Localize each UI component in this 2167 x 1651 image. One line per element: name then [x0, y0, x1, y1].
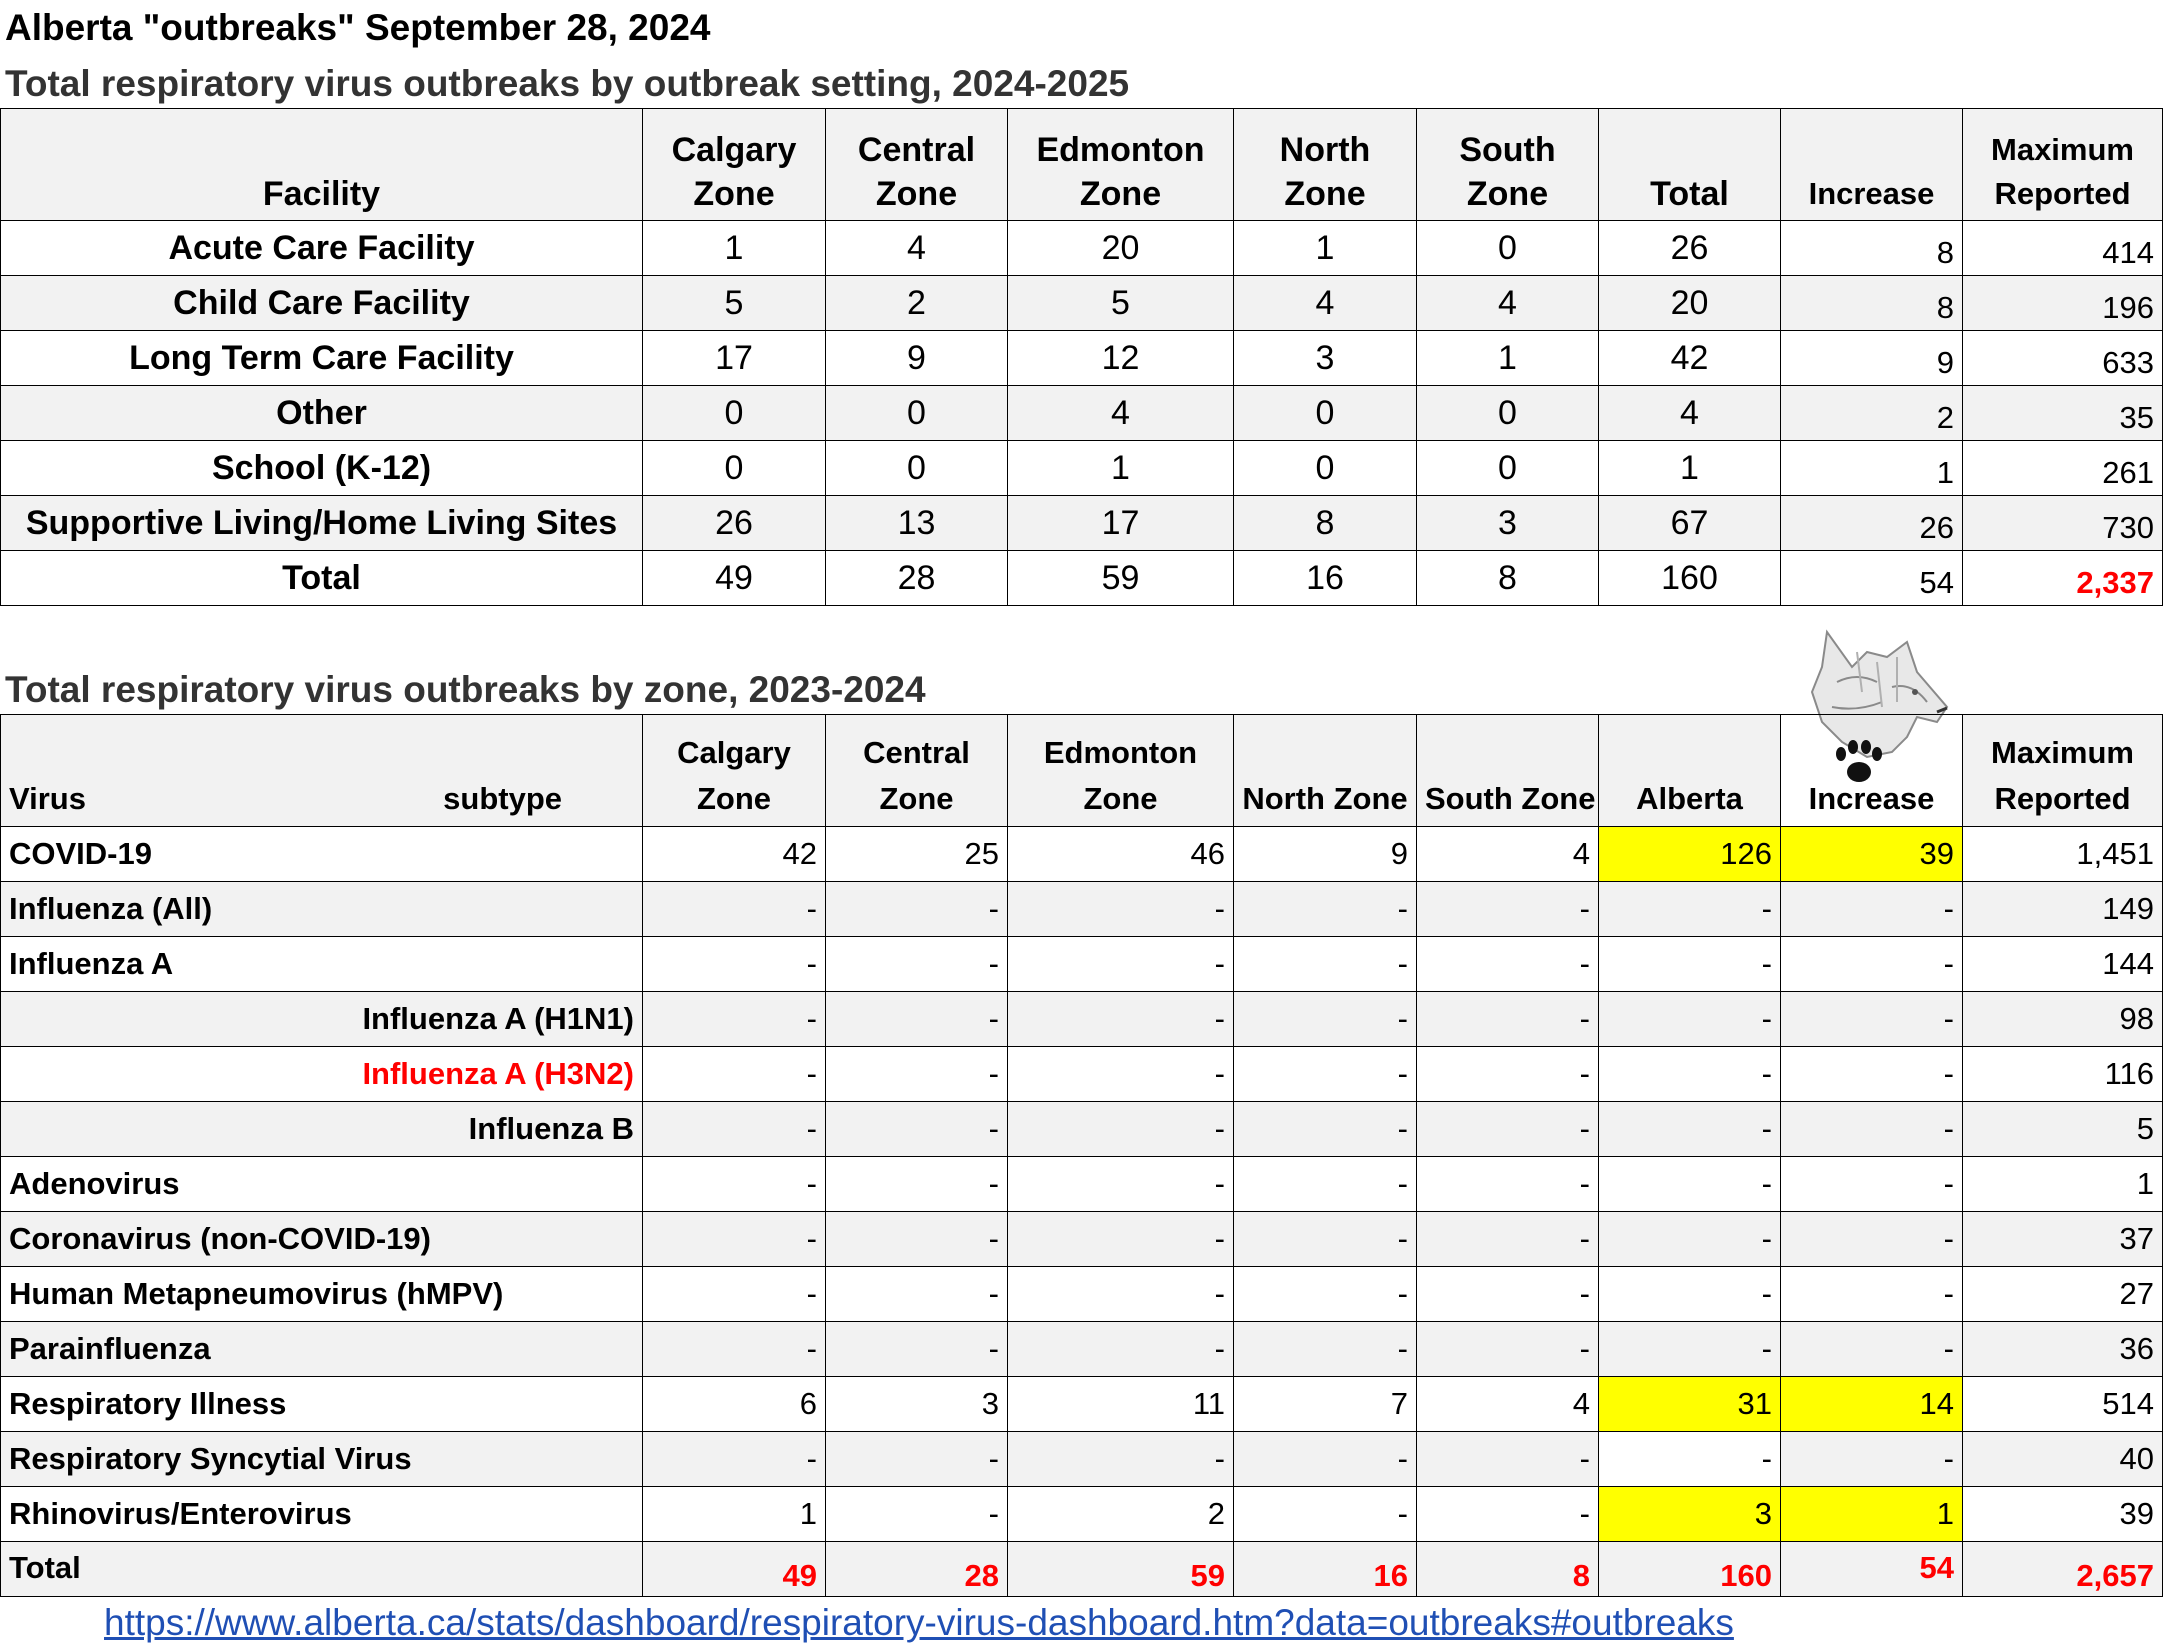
table-cell: - — [1599, 1157, 1781, 1212]
table-cell: 4 — [1417, 827, 1599, 882]
table-cell: 2 — [1008, 1487, 1234, 1542]
table-row — [1, 496, 2163, 551]
table-cell: 25 — [826, 827, 1008, 882]
table-cell: - — [1599, 1212, 1781, 1267]
facility-name: Supportive Living/Home Living Sites — [1, 496, 643, 551]
table-cell: 54 — [1781, 551, 1963, 606]
table-cell: 414 — [1963, 221, 2163, 276]
table-cell: 0 — [826, 386, 1008, 441]
table-cell: 514 — [1963, 1377, 2163, 1432]
virus-name: Influenza (All) — [1, 882, 643, 937]
table-cell: 116 — [1963, 1047, 2163, 1102]
table-cell: 1 — [1963, 1157, 2163, 1212]
table-row — [1, 882, 2163, 937]
col-header-alberta: Alberta — [1599, 715, 1781, 827]
facility-name: Long Term Care Facility — [1, 331, 643, 386]
section-title-zone: Total respiratory virus outbreaks by zone, 2023-2024 — [5, 669, 926, 710]
table-cell: - — [1008, 1322, 1234, 1377]
table-row — [1, 937, 2163, 992]
facility-name: School (K-12) — [1, 441, 643, 496]
table-cell: 20 — [1599, 276, 1781, 331]
col-header-central: Central Zone — [826, 109, 1008, 221]
virus-name: Rhinovirus/Enterovirus — [1, 1487, 643, 1542]
table-cell: 8 — [1781, 276, 1963, 331]
table-row — [1, 276, 2163, 331]
table-row — [1, 1267, 2163, 1322]
table-cell: 17 — [643, 331, 826, 386]
table-cell: 3 — [1417, 496, 1599, 551]
table-cell: - — [826, 1487, 1008, 1542]
table-cell: 1 — [1781, 1487, 1963, 1542]
col-header-subtype: subtype — [443, 781, 562, 816]
table-cell: - — [1599, 992, 1781, 1047]
table-row — [1, 441, 2163, 496]
col-header-edmonton: Edmonton Zone — [1008, 715, 1234, 827]
table-row — [1, 1487, 2163, 1542]
table-cell: 730 — [1963, 496, 2163, 551]
virus-name: Influenza A (H3N2) — [1, 1047, 643, 1102]
table-row — [1, 551, 2163, 606]
table-row — [1, 1432, 2163, 1487]
table-cell: - — [1417, 1047, 1599, 1102]
table-cell: - — [1008, 1047, 1234, 1102]
virus-name: Respiratory Syncytial Virus — [1, 1432, 643, 1487]
facility-name: Other — [1, 386, 643, 441]
col-header-virus: Virus subtype — [1, 715, 643, 827]
page-title: Alberta "outbreaks" September 28, 2024 — [5, 7, 711, 48]
table-cell: 13 — [826, 496, 1008, 551]
table-cell: - — [1417, 882, 1599, 937]
table-cell: - — [643, 1322, 826, 1377]
col-header-facility: Facility — [1, 109, 643, 221]
table-row — [1, 1212, 2163, 1267]
virus-name: Coronavirus (non-COVID-19) — [1, 1212, 643, 1267]
outbreaks-by-setting-table — [0, 108, 2163, 606]
table-cell: 8 — [1417, 1542, 1599, 1597]
table-row — [1, 221, 2163, 276]
table-cell: 27 — [1963, 1267, 2163, 1322]
table-cell: 6 — [643, 1377, 826, 1432]
table-cell: - — [1599, 1102, 1781, 1157]
table-cell: - — [826, 1157, 1008, 1212]
table-cell: 1 — [1417, 331, 1599, 386]
table-cell: - — [1008, 1432, 1234, 1487]
table-cell: 1,451 — [1963, 827, 2163, 882]
table-cell: 9 — [1234, 827, 1417, 882]
table-header-row — [1, 715, 2163, 827]
table-cell: 40 — [1963, 1432, 2163, 1487]
table-cell: 0 — [643, 386, 826, 441]
table-cell: 49 — [643, 1542, 826, 1597]
table-cell: - — [1417, 1432, 1599, 1487]
table-cell: 160 — [1599, 1542, 1781, 1597]
table-cell: 36 — [1963, 1322, 2163, 1377]
table-cell: 1 — [1599, 441, 1781, 496]
table-cell: 8 — [1417, 551, 1599, 606]
table-row — [1, 331, 2163, 386]
table-cell: - — [1417, 1102, 1599, 1157]
table-cell: - — [826, 937, 1008, 992]
table-cell: - — [1781, 1322, 1963, 1377]
col-header-edmonton: Edmonton Zone — [1008, 109, 1234, 221]
table-cell: 28 — [826, 1542, 1008, 1597]
table-cell: - — [1234, 992, 1417, 1047]
table-row — [1, 386, 2163, 441]
col-header-total: Total — [1599, 109, 1781, 221]
table-row — [1, 827, 2163, 882]
total-row — [1, 1542, 2163, 1597]
table-cell: - — [643, 1157, 826, 1212]
table-cell: 16 — [1234, 551, 1417, 606]
outbreaks-by-zone-table — [0, 714, 2163, 1597]
table-cell: 1 — [1781, 441, 1963, 496]
table-cell: - — [1781, 1267, 1963, 1322]
table-cell: 49 — [643, 551, 826, 606]
col-header-north: North Zone — [1234, 715, 1417, 827]
table-cell: 0 — [1234, 441, 1417, 496]
table-cell: 7 — [1234, 1377, 1417, 1432]
table-cell: 0 — [1417, 386, 1599, 441]
virus-name: Adenovirus — [1, 1157, 643, 1212]
table-cell: 59 — [1008, 551, 1234, 606]
table-cell: - — [1008, 937, 1234, 992]
table-cell: 1 — [1008, 441, 1234, 496]
table-cell: 0 — [826, 441, 1008, 496]
table-cell: 28 — [826, 551, 1008, 606]
table-cell: 9 — [826, 331, 1008, 386]
table-cell: 35 — [1963, 386, 2163, 441]
table-cell: - — [1008, 1102, 1234, 1157]
facility-name: Acute Care Facility — [1, 221, 643, 276]
table-cell: - — [1008, 1212, 1234, 1267]
col-header-maximum: Maximum Reported — [1963, 109, 2163, 221]
col-header-increase: Increase — [1781, 109, 1963, 221]
table-cell: - — [1234, 1487, 1417, 1542]
table-cell: - — [643, 1267, 826, 1322]
col-header-north: North Zone — [1234, 109, 1417, 221]
table-cell: - — [1417, 1487, 1599, 1542]
table-cell: - — [1417, 992, 1599, 1047]
col-header-south: South Zone — [1417, 715, 1599, 827]
table-cell: - — [643, 937, 826, 992]
table-cell: - — [826, 1047, 1008, 1102]
table-cell: 4 — [1417, 1377, 1599, 1432]
table-header-row — [1, 109, 2163, 221]
table-cell: 9 — [1781, 331, 1963, 386]
table-cell: 39 — [1781, 827, 1963, 882]
table-cell: - — [1781, 1157, 1963, 1212]
table-cell: 4 — [1008, 386, 1234, 441]
table-cell: 5 — [1963, 1102, 2163, 1157]
table-cell: - — [1781, 1212, 1963, 1267]
virus-name: Parainfluenza — [1, 1322, 643, 1377]
table-cell: - — [826, 1432, 1008, 1487]
table-cell: 0 — [1417, 441, 1599, 496]
virus-name: Influenza A (H1N1) — [1, 992, 643, 1047]
table-cell: 26 — [643, 496, 826, 551]
table-row — [1, 1322, 2163, 1377]
table-cell: - — [1234, 1157, 1417, 1212]
table-cell: - — [1008, 1157, 1234, 1212]
table-cell: - — [1417, 1212, 1599, 1267]
table-cell: - — [643, 1212, 826, 1267]
table-row — [1, 1377, 2163, 1432]
table-row — [1, 1157, 2163, 1212]
table-cell: 54 — [1781, 1542, 1963, 1597]
table-cell: - — [643, 1047, 826, 1102]
table-cell: - — [643, 992, 826, 1047]
table-cell: - — [826, 1102, 1008, 1157]
table-cell: 0 — [1234, 386, 1417, 441]
table-cell: 160 — [1599, 551, 1781, 606]
table-cell: - — [1008, 882, 1234, 937]
table-cell: 8 — [1781, 221, 1963, 276]
table-cell: 4 — [1417, 276, 1599, 331]
table-cell: - — [1781, 937, 1963, 992]
virus-name: Human Metapneumovirus (hMPV) — [1, 1267, 643, 1322]
table-cell: - — [1781, 882, 1963, 937]
table-cell: - — [1234, 1432, 1417, 1487]
table-cell: - — [1781, 1047, 1963, 1102]
table-row — [1, 1047, 2163, 1102]
table-cell: - — [1781, 992, 1963, 1047]
virus-name: Total — [1, 1542, 643, 1597]
table-cell: - — [1008, 992, 1234, 1047]
table-cell: - — [643, 1432, 826, 1487]
table-cell: 20 — [1008, 221, 1234, 276]
table-cell: - — [643, 1102, 826, 1157]
table-cell: 11 — [1008, 1377, 1234, 1432]
table-row — [1, 1102, 2163, 1157]
table-cell: - — [826, 1322, 1008, 1377]
virus-name: COVID-19 — [1, 827, 643, 882]
table-cell: 633 — [1963, 331, 2163, 386]
table-cell: 196 — [1963, 276, 2163, 331]
table-cell: 4 — [1234, 276, 1417, 331]
table-cell: 149 — [1963, 882, 2163, 937]
virus-name: Influenza A — [1, 937, 643, 992]
table-cell: - — [1234, 882, 1417, 937]
table-cell: 4 — [1599, 386, 1781, 441]
table-cell: 261 — [1963, 441, 2163, 496]
table-cell: 46 — [1008, 827, 1234, 882]
table-cell: 26 — [1781, 496, 1963, 551]
table-cell: - — [826, 992, 1008, 1047]
table-cell: 3 — [1234, 331, 1417, 386]
table-cell: - — [1234, 1102, 1417, 1157]
table-cell: - — [1417, 1157, 1599, 1212]
table-cell: 1 — [643, 221, 826, 276]
table-cell: 1 — [1234, 221, 1417, 276]
table-cell: 3 — [826, 1377, 1008, 1432]
source-link[interactable]: https://www.alberta.ca/stats/dashboard/respiratory-virus-dashboard.htm?data=outbreaks#outbreaks — [104, 1602, 1734, 1643]
table-cell: 14 — [1781, 1377, 1963, 1432]
virus-name: Influenza B — [1, 1102, 643, 1157]
table-cell: 31 — [1599, 1377, 1781, 1432]
table-cell: - — [1599, 1432, 1781, 1487]
table-cell: 0 — [1417, 221, 1599, 276]
table-cell: 98 — [1963, 992, 2163, 1047]
col-header-south: South Zone — [1417, 109, 1599, 221]
table-cell: - — [1234, 1322, 1417, 1377]
col-header-central: Central Zone — [826, 715, 1008, 827]
table-cell: 2 — [1781, 386, 1963, 441]
table-cell: - — [1008, 1267, 1234, 1322]
table-cell: - — [1234, 1047, 1417, 1102]
col-header-calgary: Calgary Zone — [643, 109, 826, 221]
table-cell: 42 — [643, 827, 826, 882]
col-header-maximum: Maximum Reported — [1963, 715, 2163, 827]
table-cell: 2,657 — [1963, 1542, 2163, 1597]
table-cell: - — [1417, 937, 1599, 992]
table-cell: 0 — [643, 441, 826, 496]
table-cell: 12 — [1008, 331, 1234, 386]
table-cell: - — [1599, 937, 1781, 992]
table-cell: 126 — [1599, 827, 1781, 882]
table-cell: - — [1781, 1432, 1963, 1487]
table-cell: 16 — [1234, 1542, 1417, 1597]
table-cell: - — [1417, 1322, 1599, 1377]
table-cell: - — [643, 882, 826, 937]
table-cell: 39 — [1963, 1487, 2163, 1542]
facility-name: Child Care Facility — [1, 276, 643, 331]
table-cell: - — [1417, 1267, 1599, 1322]
table-cell: - — [826, 882, 1008, 937]
table-cell: 17 — [1008, 496, 1234, 551]
table-cell: - — [1234, 1267, 1417, 1322]
table-cell: 5 — [643, 276, 826, 331]
table-row — [1, 992, 2163, 1047]
virus-name: Respiratory Illness — [1, 1377, 643, 1432]
table-cell: - — [826, 1212, 1008, 1267]
section-title-settings: Total respiratory virus outbreaks by outbreak setting, 2024-2025 — [5, 63, 1130, 104]
table-cell: 26 — [1599, 221, 1781, 276]
col-header-calgary: Calgary Zone — [643, 715, 826, 827]
table-cell: 1 — [643, 1487, 826, 1542]
table-cell: - — [1599, 1047, 1781, 1102]
table-cell: - — [1599, 1267, 1781, 1322]
table-cell: - — [1599, 1322, 1781, 1377]
table-cell: 4 — [826, 221, 1008, 276]
table-cell: - — [1781, 1102, 1963, 1157]
table-cell: 67 — [1599, 496, 1781, 551]
table-cell: - — [1234, 937, 1417, 992]
facility-name: Total — [1, 551, 643, 606]
table-cell: 42 — [1599, 331, 1781, 386]
col-header-increase: Increase — [1781, 715, 1963, 827]
table-cell: 37 — [1963, 1212, 2163, 1267]
table-cell: 144 — [1963, 937, 2163, 992]
table-cell: 5 — [1008, 276, 1234, 331]
table-cell: 8 — [1234, 496, 1417, 551]
table-cell: - — [1599, 882, 1781, 937]
table-cell: - — [826, 1267, 1008, 1322]
table-cell: 2 — [826, 276, 1008, 331]
table-cell: - — [1234, 1212, 1417, 1267]
table-cell: 3 — [1599, 1487, 1781, 1542]
table-cell: 2,337 — [1963, 551, 2163, 606]
table-cell: 59 — [1008, 1542, 1234, 1597]
